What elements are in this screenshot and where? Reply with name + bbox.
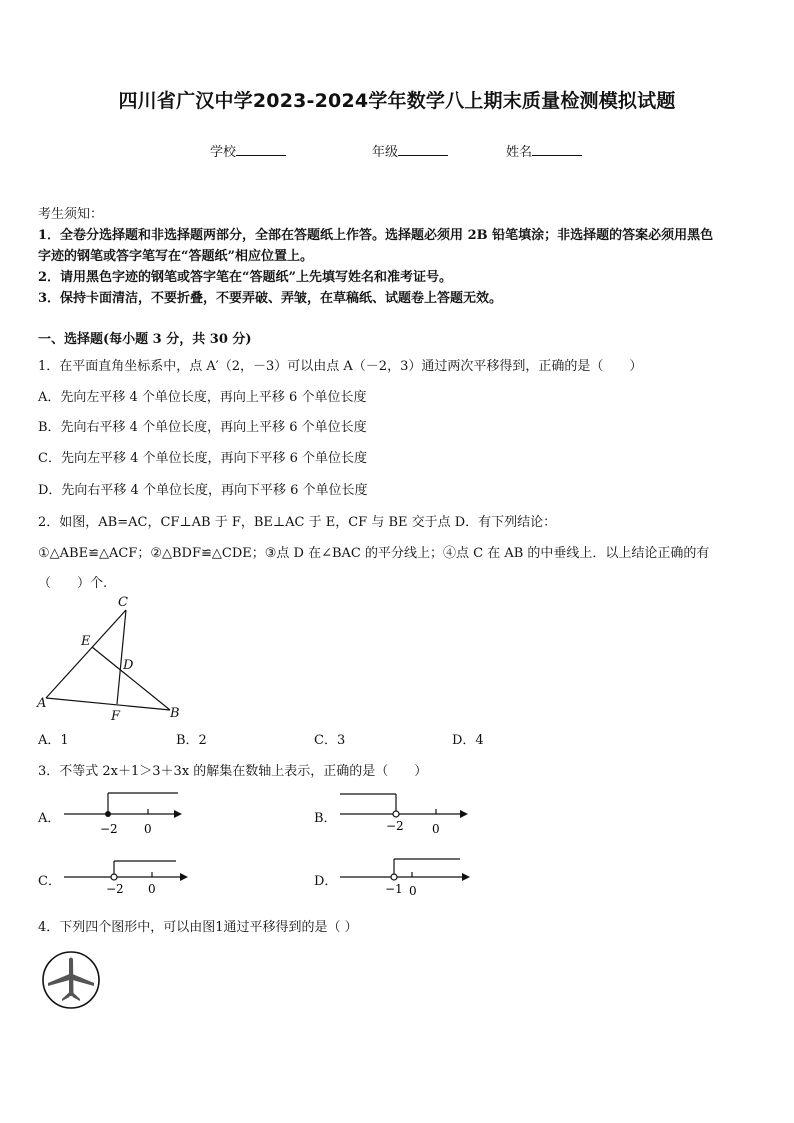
label-d: D (123, 658, 134, 673)
grade-label: 年级 (372, 145, 399, 160)
q3-option-a-label: A． (38, 811, 61, 826)
tick-label: 0 (148, 882, 156, 896)
q3-number-line-c (60, 853, 194, 903)
q3-number-line-b (336, 790, 476, 840)
hollow-dot-icon (111, 874, 117, 880)
q1-stem: 1．在平面直角坐标系中，点 A′（2，－3）可以由点 A（－2，3）通过两次平移得到，正确的是（ ） (38, 359, 643, 374)
arrow-icon (462, 873, 470, 881)
q2-option-d: D．4 (452, 733, 484, 748)
q1-option-c: C．先向左平移 4 个单位长度，再向下平移 6 个单位长度 (38, 451, 368, 466)
label-b: B (170, 706, 180, 721)
q1-option-b: B．先向右平移 4 个单位长度，再向上平移 6 个单位长度 (38, 420, 367, 435)
q3-option-b-label: B． (314, 811, 337, 826)
q2-tail: （ ）个. (38, 576, 108, 591)
airplane-icon (48, 958, 94, 1002)
q3-option-d-label: D． (314, 874, 338, 889)
hollow-dot-icon (391, 874, 397, 880)
q3-number-line-a (60, 790, 188, 840)
school-blank (236, 143, 286, 156)
label-a: A (37, 696, 47, 711)
label-f: F (111, 709, 121, 724)
segment-ab (46, 698, 170, 710)
q3-number-line-d (336, 853, 476, 903)
notice-line-1: 1．全卷分选择题和非选择题两部分，全部在答题纸上作答。选择题必须用 2B 铅笔填涂；非选择题的答案必须用黑色 (38, 228, 714, 243)
q3-stem: 3．不等式 2x＋1＞3＋3x 的解集在数轴上表示，正确的是（ ） (38, 764, 428, 779)
tick-label: 0 (144, 822, 152, 836)
notice-line-3: 2．请用黑色字迹的钢笔或答字笔在“答题纸”上先填写姓名和准考证号。 (38, 270, 453, 285)
segment-ac (46, 610, 126, 698)
label-c: C (118, 595, 128, 610)
q2-option-c: C．3 (314, 733, 346, 748)
q2-triangle-figure (34, 592, 194, 724)
name-field (506, 141, 582, 160)
segment-cf (117, 610, 126, 704)
notice-line-2: 字迹的钢笔或答字笔写在“答题纸”相应位置上。 (38, 249, 313, 264)
label-e: E (81, 634, 91, 649)
q3-option-c-label: C． (38, 874, 61, 889)
q2-option-a: A．1 (38, 733, 69, 748)
solid-dot-icon (105, 811, 111, 817)
arrow-icon (180, 873, 188, 881)
arrow-icon (460, 810, 468, 818)
section-heading: 一、选择题(每小题 3 分，共 30 分) (38, 332, 252, 347)
notice-heading: 考生须知： (38, 207, 104, 222)
tick-label: 0 (409, 884, 417, 898)
name-label: 姓名 (506, 145, 533, 160)
tick-label: −2 (100, 822, 118, 836)
q2-option-b: B．2 (176, 733, 207, 748)
school-field (210, 141, 286, 160)
tick-label: −2 (106, 882, 124, 896)
q2-stem: 2．如图，AB=AC，CF⊥AB 于 F，BE⊥AC 于 E，CF 与 BE 交于点 D．有下列结论： (38, 515, 557, 530)
page-title: 四川省广汉中学2023-2024学年数学八上期末质量检测模拟试题 (118, 90, 676, 112)
tick-label: −2 (386, 819, 404, 833)
tick-label: −1 (385, 882, 403, 896)
grade-field (372, 141, 448, 160)
arrow-icon (174, 810, 182, 818)
grade-blank (398, 143, 448, 156)
hollow-dot-icon (393, 811, 399, 817)
segment-be (92, 647, 170, 710)
notice-line-4: 3．保持卡面清洁，不要折叠，不要弄破、弄皱，在草稿纸、试题卷上答题无效。 (38, 291, 503, 306)
school-label: 学校 (210, 145, 237, 160)
q2-conclusions: ①△ABE≌△ACF；②△BDF≌△CDE；③点 D 在∠BAC 的平分线上；④点 C 在 AB 的中垂线上．以上结论正确的有 (38, 546, 710, 561)
q1-option-d: D．先向右平移 4 个单位长度，再向下平移 6 个单位长度 (38, 483, 368, 498)
q4-stem: 4．下列四个图形中，可以由图1通过平移得到的是（ ） (38, 920, 358, 935)
tick-label: 0 (432, 822, 440, 836)
name-blank (532, 143, 582, 156)
q1-option-a: A．先向左平移 4 个单位长度，再向上平移 6 个单位长度 (38, 390, 367, 405)
q4-figure-1-airplane (40, 950, 104, 1012)
